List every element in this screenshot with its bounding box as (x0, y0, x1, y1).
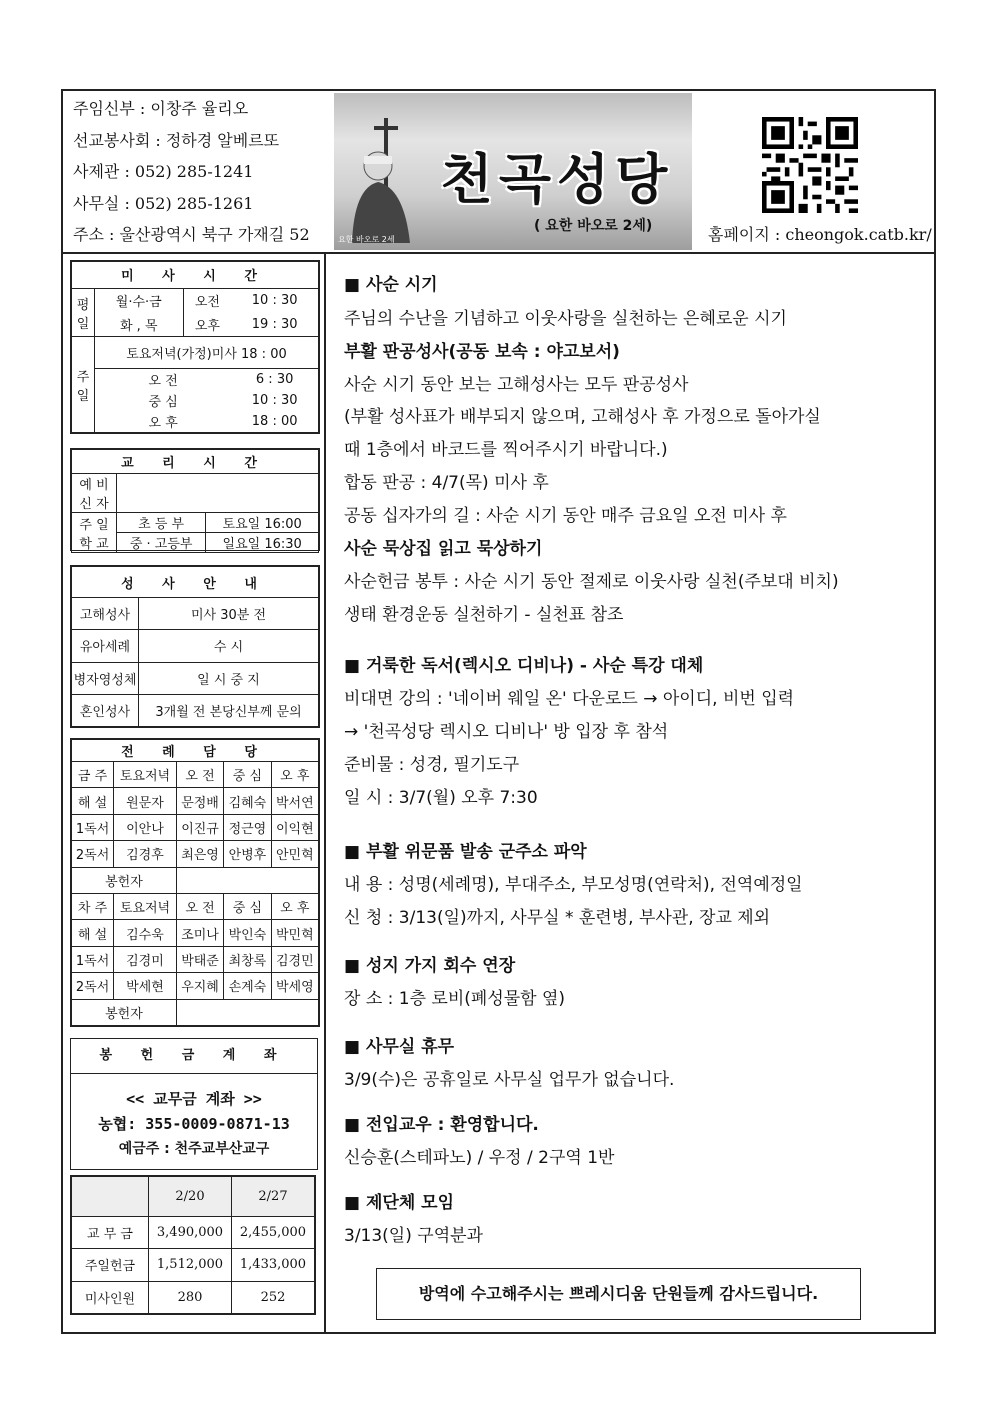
notice-line: 부활 판공성사(공동 보속 : 야고보서) (344, 342, 620, 362)
liturgy-cell: 토요저녁 (114, 893, 177, 919)
sacrament-name: 유아세례 (72, 630, 139, 662)
liturgy-cell: 토요저녁 (114, 762, 177, 788)
liturgy-cell: 중 심 (224, 762, 271, 788)
sunday-mass-time: 6 : 30 (231, 368, 318, 390)
finance-box (70, 1175, 316, 1315)
account-holder: 예금주 : 천주교부산교구 (118, 1141, 270, 1157)
notice-line: 사순헌금 봉투 : 사순 시기 동안 절제로 이웃사랑 실천(주보대 비치) (344, 572, 839, 592)
sunday-mass-name: 중 심 (95, 390, 232, 411)
weekday-time: 19 : 30 (231, 313, 318, 337)
offerer-value (176, 999, 318, 1025)
notice-line: 비대면 강의 : '네이버 웨일 온' 다운로드 → 아이디, 비번 입력 (344, 689, 795, 709)
finance-label: 미사인원 (72, 1281, 149, 1313)
liturgy-cell: 박서연 (271, 788, 318, 814)
liturgy-cell: 안병후 (224, 841, 271, 867)
weekday-ampm: 오후 (183, 313, 231, 337)
weekday-label: 평 일 (72, 288, 95, 337)
mass-times-title: 미 사 시 간 (72, 262, 319, 289)
finance-date: 2/27 (232, 1177, 315, 1217)
catechumen-label: 예 비 신 자 (72, 474, 117, 513)
offerer-value (176, 867, 318, 893)
offering-account-box (70, 1038, 318, 1170)
office-phone: 사무실 : 052) 285-1261 (73, 193, 254, 213)
sunday-mass-time: 10 : 30 (231, 390, 318, 411)
sacrament-name: 병자영성체 (72, 662, 139, 694)
account-number: 농협: 355-0009-0871-13 (98, 1115, 290, 1133)
finance-value: 1,433,000 (232, 1249, 315, 1281)
liturgy-cell: 박세현 (114, 973, 177, 999)
liturgy-cell: 안민혁 (271, 841, 318, 867)
pope-figure-image (344, 118, 424, 243)
finance-value: 252 (232, 1281, 315, 1313)
liturgy-cell: 손계숙 (224, 973, 271, 999)
offering-account-title: 봉 헌 금 계 좌 (71, 1039, 317, 1074)
liturgy-box (70, 738, 320, 1027)
notice-line: → '천곡성당 렉시오 디비나' 방 입장 후 참석 (344, 722, 669, 742)
qr-code-icon[interactable] (762, 117, 858, 213)
homepage-link[interactable]: 홈페이지 : cheongok.catb.kr/ (708, 225, 932, 244)
offerer-label: 봉헌자 (72, 867, 177, 893)
liturgy-cell: 중 심 (224, 893, 271, 919)
notice-line: 준비물 : 성경, 필기도구 (344, 755, 520, 775)
liturgy-cell: 정근영 (224, 814, 271, 840)
column-divider (324, 252, 326, 1334)
notice-line: 합동 판공 : 4/7(목) 미사 후 (344, 473, 549, 493)
liturgy-cell: 1독서 (72, 814, 114, 840)
liturgy-cell: 박인숙 (224, 920, 271, 946)
notice-line: 내 용 : 성명(세례명), 부대주소, 부모성명(연락처), 전역예정일 (344, 875, 803, 895)
notice-line: 때 1층에서 바코드를 찍어주시기 바랍니다.) (344, 440, 668, 460)
catechism-time: 토요일 16:00 (206, 513, 319, 533)
liturgy-cell: 2독서 (72, 841, 114, 867)
liturgy-cell: 오 전 (176, 762, 223, 788)
parish-info (73, 96, 333, 254)
address: 주소 : 울산광역시 북구 가재길 52 (73, 225, 310, 244)
liturgy-cell: 이익현 (271, 814, 318, 840)
catechism-group: 초 등 부 (117, 513, 206, 533)
notice-line: 3/9(수)은 공휴일로 사무실 업무가 없습니다. (344, 1070, 675, 1090)
sacraments-box (70, 565, 320, 728)
finance-label: 교 무 금 (72, 1217, 149, 1249)
notice-line: 사순 시기 동안 보는 고해성사는 모두 판공성사 (344, 375, 689, 395)
sacrament-info: 수 시 (139, 630, 319, 662)
finance-value: 2,455,000 (232, 1217, 315, 1249)
sacrament-info: 미사 30분 전 (139, 598, 319, 630)
liturgy-cell: 해 설 (72, 920, 114, 946)
weekday-ampm: 오전 (183, 288, 231, 312)
liturgy-cell: 박태준 (176, 946, 223, 972)
mass-times-box (70, 260, 320, 434)
notice-line: ■ 전입교우 : 환영합니다. (344, 1115, 539, 1135)
notice-line: 장 소 : 1층 로비(폐성물함 옆) (344, 989, 566, 1009)
finance-date: 2/20 (149, 1177, 232, 1217)
liturgy-cell: 김경미 (114, 946, 177, 972)
liturgy-cell: 조미나 (176, 920, 223, 946)
sacraments-title: 성 사 안 내 (72, 567, 319, 598)
liturgy-cell: 원문자 (114, 788, 177, 814)
liturgy-cell: 해 설 (72, 788, 114, 814)
sacrament-name: 혼인성사 (72, 694, 139, 726)
notice-line: 사순 묵상집 읽고 묵상하기 (344, 539, 543, 559)
notice-line: 공동 십자가의 길 : 사순 시기 동안 매주 금요일 오전 미사 후 (344, 506, 787, 526)
liturgy-cell: 박세영 (271, 973, 318, 999)
notice-line: ■ 부활 위문품 발송 군주소 파악 (344, 842, 587, 862)
parish-name: 천곡성당 (440, 148, 674, 211)
liturgy-cell: 최은영 (176, 841, 223, 867)
liturgy-cell: 1독서 (72, 946, 114, 972)
weekday-days: 월·수·금 (95, 288, 184, 312)
liturgy-cell: 차 주 (72, 893, 114, 919)
liturgy-cell: 박민혁 (271, 920, 318, 946)
liturgy-cell: 김혜숙 (224, 788, 271, 814)
liturgy-cell: 오 후 (271, 762, 318, 788)
weekday-time: 10 : 30 (231, 288, 318, 312)
finance-label: 주일헌금 (72, 1249, 149, 1281)
catechism-time: 일요일 16:30 (206, 533, 319, 553)
sunday-label: 주 일 (72, 337, 95, 433)
rectory-phone: 사제관 : 052) 285-1241 (73, 162, 254, 181)
finance-value: 3,490,000 (149, 1217, 232, 1249)
liturgy-cell: 김경민 (271, 946, 318, 972)
notice-line: 3/13(일) 구역분과 (344, 1226, 483, 1246)
pastor-line: 주임신부 : 이창주 율리오 (73, 99, 249, 118)
account-heading: << 교무금 계좌 >> (126, 1090, 262, 1108)
notice-line: ■ 거룩한 독서(렉시오 디비나) - 사순 특강 대체 (344, 656, 704, 676)
council-line: 선교봉사회 : 정하경 알베르또 (73, 130, 280, 150)
notice-line: ■ 제단체 모임 (344, 1193, 455, 1213)
sacrament-info: 일 시 중 지 (139, 662, 319, 694)
weekday-days: 화 , 목 (95, 313, 184, 337)
sunday-mass-time: 18 : 00 (231, 411, 318, 433)
liturgy-title: 전 례 담 당 (72, 740, 319, 762)
sunday-mass-name: 오 전 (95, 368, 232, 390)
notice-line: 신 청 : 3/13(일)까지, 사무실 * 훈련병, 부사관, 장교 제외 (344, 908, 771, 928)
finance-value: 1,512,000 (149, 1249, 232, 1281)
finance-corner (72, 1177, 149, 1217)
catechumen-value (117, 474, 319, 513)
liturgy-cell: 우지혜 (176, 973, 223, 999)
liturgy-cell: 이안나 (114, 814, 177, 840)
liturgy-cell: 금 주 (72, 762, 114, 788)
liturgy-cell: 김경후 (114, 841, 177, 867)
catechism-box (70, 448, 320, 551)
offerer-label: 봉헌자 (72, 999, 177, 1025)
parish-banner (334, 93, 692, 250)
notice-line: 생태 환경운동 실천하기 - 실천표 참조 (344, 605, 624, 625)
liturgy-cell: 2독서 (72, 973, 114, 999)
patron-name: ( 요한 바오로 2세) (534, 218, 653, 234)
catechism-title: 교 리 시 간 (72, 450, 319, 474)
notice-line: 주님의 수난을 기념하고 이웃사랑을 실천하는 은혜로운 시기 (344, 309, 787, 329)
notice-line: 일 시 : 3/7(월) 오후 7:30 (344, 788, 538, 808)
liturgy-cell: 오 후 (271, 893, 318, 919)
thanks-message: 방역에 수고해주시는 쁘레시디움 단원들께 감사드립니다. (376, 1268, 861, 1320)
liturgy-cell: 최창록 (224, 946, 271, 972)
notice-line: ■ 사순 시기 (344, 275, 438, 295)
notice-line: (부활 성사표가 배부되지 않으며, 고해성사 후 가정으로 돌아가실 (344, 407, 821, 427)
notice-line: 신승훈(스테파노) / 우정 / 2구역 1반 (344, 1148, 615, 1168)
catechism-group: 중 · 고등부 (117, 533, 206, 553)
liturgy-cell: 문정배 (176, 788, 223, 814)
notice-line: ■ 성지 가지 회수 연장 (344, 956, 516, 976)
liturgy-cell: 이진규 (176, 814, 223, 840)
finance-value: 280 (149, 1281, 232, 1313)
sacrament-name: 고해성사 (72, 598, 139, 630)
sacrament-info: 3개월 전 본당신부께 문의 (139, 694, 319, 726)
liturgy-cell: 김수욱 (114, 920, 177, 946)
sunday-mass-name: 오 후 (95, 411, 232, 433)
image-caption: 요한 바오로 2세 (338, 235, 395, 244)
liturgy-cell: 오 전 (176, 893, 223, 919)
saturday-mass: 토요저녁(가정)미사 18 : 00 (95, 337, 319, 368)
sunday-school-label: 주 일 학 교 (72, 513, 117, 553)
notice-line: ■ 사무실 휴무 (344, 1037, 455, 1057)
